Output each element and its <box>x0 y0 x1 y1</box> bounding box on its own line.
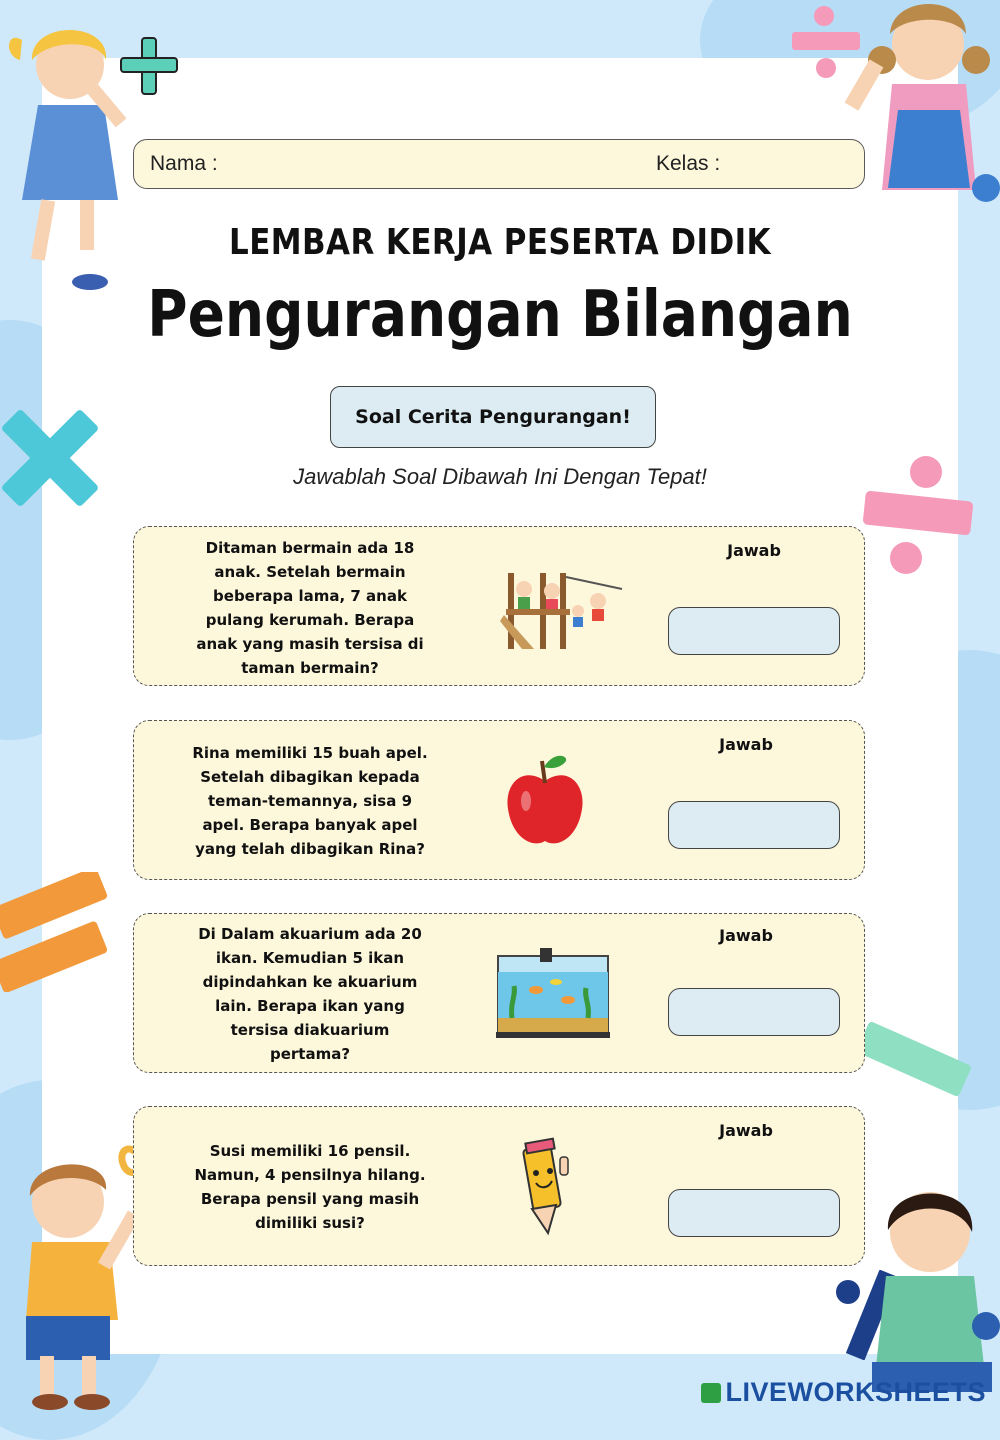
aquarium-icon <box>492 946 616 1042</box>
apple-icon <box>502 751 588 851</box>
question-card-4 <box>133 1106 865 1266</box>
answer-input-3[interactable] <box>668 988 840 1036</box>
answer-label-3: Jawab <box>719 926 773 945</box>
answer-label-4: Jawab <box>719 1121 773 1140</box>
liveworksheets-watermark <box>701 1377 986 1408</box>
pencil-icon <box>514 1137 576 1237</box>
section-badge: Soal Cerita Pengurangan! <box>330 386 656 448</box>
worksheet-title: Pengurangan Bilangan <box>147 278 853 352</box>
question-text-2: Rina memiliki 15 buah apel. Setelah dibagikan kepada teman-temannya, sisa 9 apel. Berapa banyak apel yang telah dibagikan Rina? <box>192 744 428 858</box>
answer-label-1: Jawab <box>727 541 781 560</box>
instruction-text: Jawablah Soal Dibawah Ini Dengan Tepat! <box>293 464 707 489</box>
playground-icon <box>500 565 626 651</box>
student-info-bar <box>133 139 865 189</box>
answer-label-2: Jawab <box>719 735 773 754</box>
question-text-1: Ditaman bermain ada 18 anak. Setelah bermain beberapa lama, 7 anak pulang kerumah. Berapa anak yang masih tersisa di taman bermain? <box>196 539 424 677</box>
answer-input-1[interactable] <box>668 607 840 655</box>
question-text-4: Susi memiliki 16 pensil. Namun, 4 pensilnya hilang. Berapa pensil yang masih dimiliki susi? <box>194 1142 426 1232</box>
minus-sign-icon <box>856 1012 974 1102</box>
question-card-1 <box>133 526 865 686</box>
class-label: Kelas : <box>656 152 721 175</box>
worksheet-subtitle: LEMBAR KERJA PESERTA DIDIK <box>229 222 771 263</box>
question-text-3: Di Dalam akuarium ada 20 ikan. Kemudian 5 ikan dipindahkan ke akuarium lain. Berapa ikan yang tersisa diakuarium pertama? <box>198 925 422 1063</box>
answer-input-2[interactable] <box>668 801 840 849</box>
multiply-sign-icon <box>0 398 110 518</box>
question-card-2 <box>133 720 865 880</box>
liveworksheets-logo-icon <box>701 1383 721 1403</box>
name-label: Nama : <box>150 152 218 175</box>
answer-input-4[interactable] <box>668 1189 840 1237</box>
question-card-3 <box>133 913 865 1073</box>
boy-illustration-bottom-right <box>846 1176 1000 1396</box>
equals-sign-icon <box>0 872 110 992</box>
watermark-text: LIVEWORKSHEETS <box>725 1377 986 1407</box>
